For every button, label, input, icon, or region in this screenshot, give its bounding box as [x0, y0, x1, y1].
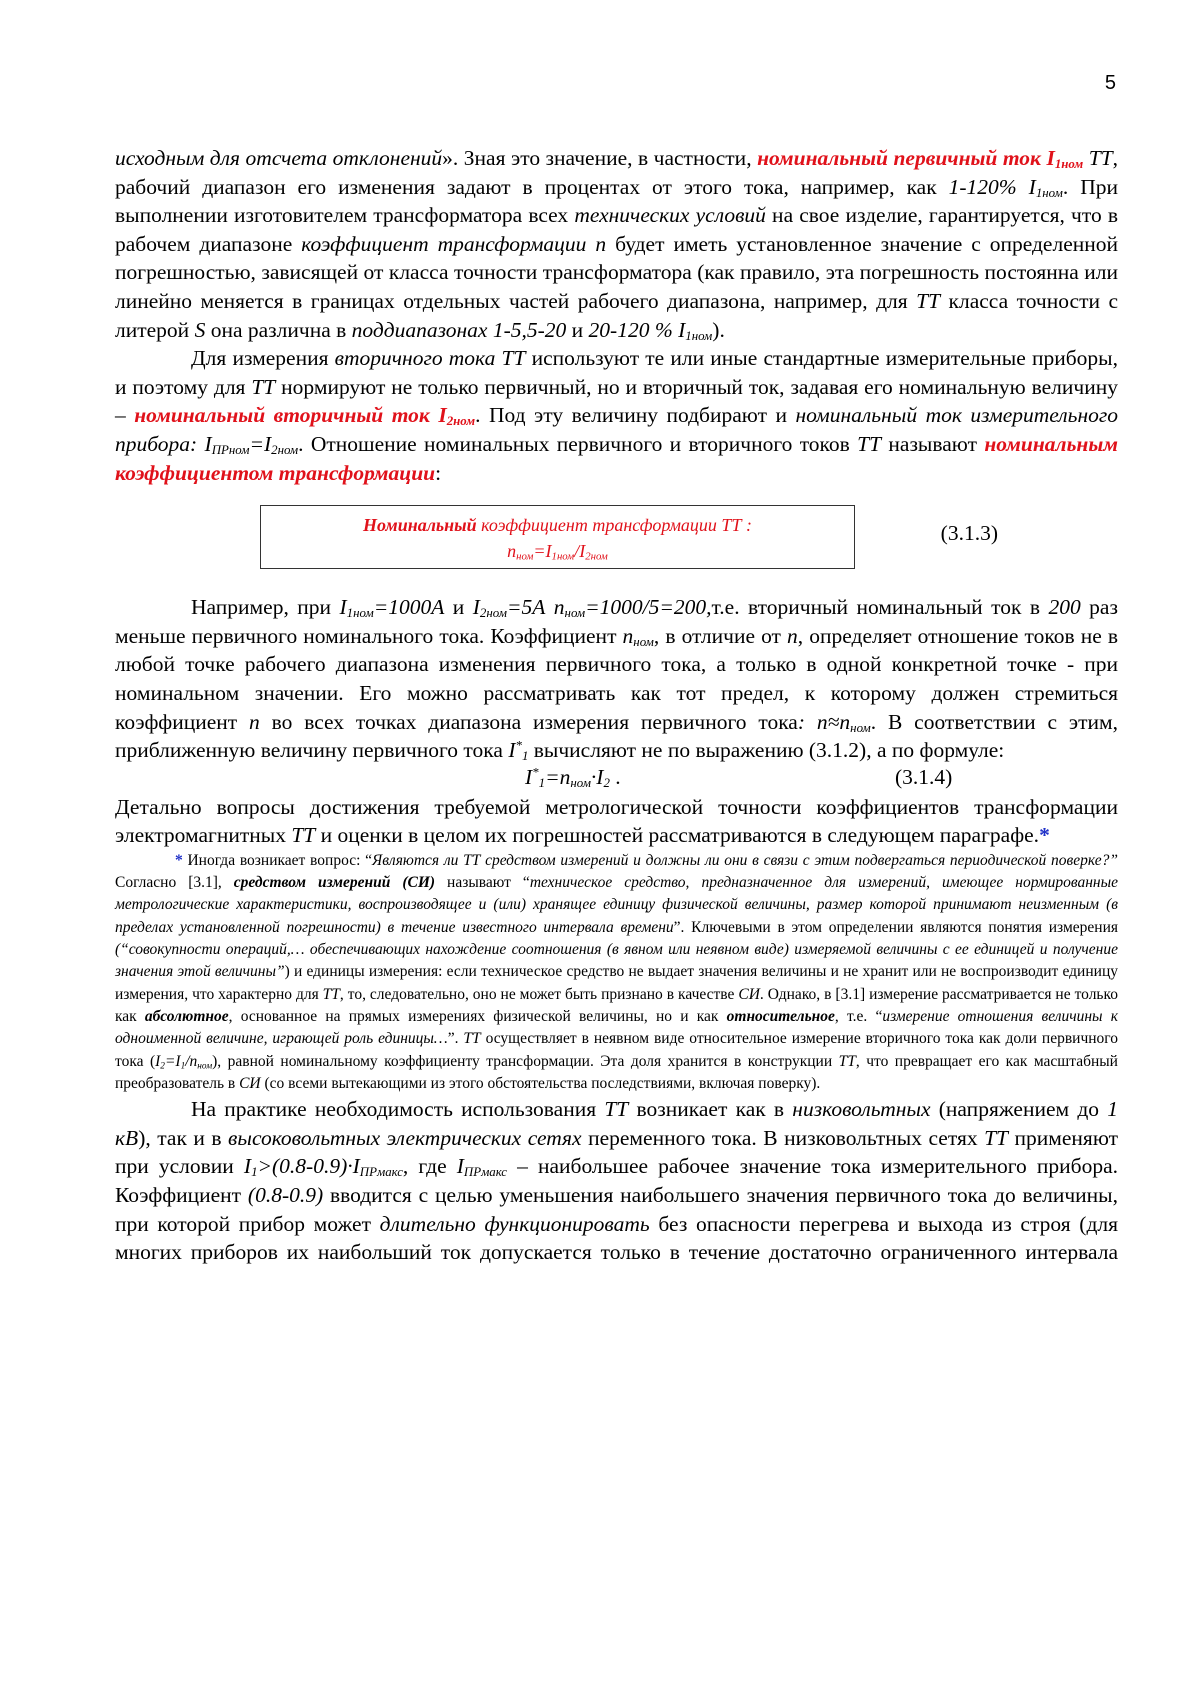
paragraph-4: Детально вопросы достижения требуемой метрологической точности коэффициентов трансформации электромагнитных ТТ и оценки в целом их погрешностей рассматриваются в следующем параграфе.*	[115, 794, 1118, 848]
equation-number: (3.1.3)	[940, 521, 998, 546]
equation-number: (3.1.4)	[895, 764, 953, 789]
paragraph-5: На практике необходимость использования ТТ возникает как в низковольтных (напряжением до 1 кВ), так и в высоковольтных электрических сетях переменного тока. В низковольтных сетях ТТ применяют при условии $I_1>(0.8-0.9)\cdot I_{ПРмакс}$, где $I_{ПРмакс}$ – наибольшее рабочее значение тока измерительного прибора. Коэффициент (0.8-0.9) вводится с целью уменьшения наибольшего значения первичного тока до величины, при которой прибор может длительно функционировать без опасности перегрева и выхода из строя (для многих приборов их наибольший ток допускается только в течение достаточно ограниченного интервала	[115, 1097, 1118, 1265]
footnote-text: * Иногда возникает вопрос: “Являются ли ТТ средством измерений и должны ли они в связи с этим подвергаться периодической поверке?” Согласно [3.1], средством измерений (СИ) называют “техническое средство, предназначенное для измерений, имеющее нормированные метрологические характеристики, воспроизводящее и (или) хранящее единицу физической величины, размер которой принимают неизменным (в пределах установленной погрешности) в течение известного интервала времени”. Ключевыми в этом определении являются понятия измерения (“совокупности операций,… обеспечивающих нахождение соотношения (в явном или неявном виде) измеряемой величины с ее единицей и получение значения этой величины”) и единицы измерения: если техническое средство не выдает значения величины и не хранит или не воспроизводит единицу измерения, что характерно для ТТ, то, следовательно, оно не может быть признано в качестве СИ. Однако, в [3.1] измерение рассматривается не только как абсолютное, основанное на прямых измерениях физической величины, но и как относительное, т.е. “измерение отношения величины к одноименной величине, играющей роль единицы…”. ТТ осуществляет в неявном виде относительное измерение вторичного тока как доли первичного тока $(I_2=I_1/n_{ном})$, равной номинальному коэффициенту трансформации. Эта доля хранится в конструкции ТТ, что превращает его как масштабный преобразователь в СИ (со всеми вытекающими из этого обстоятельства последствиями, включая поверку).	[115, 851, 1119, 1092]
formula-3-1-3	[115, 505, 1118, 571]
formula-box	[260, 505, 855, 569]
document-body	[115, 144, 1118, 1267]
footnote-marker[interactable]: *	[1039, 823, 1050, 848]
formula-expression: $I^*_1=n_{ном}\cdot I_2$ .	[525, 764, 621, 790]
paragraph-1: исходным для отсчета отклонений». Зная это значение, в частности, номинальный первичный ток $I_{1ном}$ ТТ, рабочий диапазон его изменения задают в процентах от этого тока, например, как 1-120% $I_{1ном}$. При выполнении изготовителем трансформатора всех технических условий на свое изделие, гарантируется, что в рабочем диапазоне коэффициент трансформации n будет иметь установленное значение с определенной погрешностью, зависящей от класса точности трансформатора (как правило, эта погрешность постоянна или линейно меняется в границах отдельных частей рабочего диапазона, например, для ТТ класса точности с литерой S она различна в поддиапазонах 1-5,5-20 и 20-120 % $I_{1ном}$).	[115, 146, 1119, 343]
page-number: 5	[1104, 72, 1116, 94]
formula-box-expression: $n_{ном}=I_{1ном}/I_{2ном}$	[507, 541, 608, 563]
paragraph-2: Для измерения вторичного тока ТТ используют те или иные стандартные измерительные приборы, и поэтому для ТТ нормируют не только первичный, но и вторичный ток, задавая его номинальную величину – номинальный вторичный ток $I_{2ном}$. Под эту величину подбирают и номинальный ток измерительного прибора: $I_{ПРном}=I_{2ном}$. Отношение номинальных первичного и вторичного токов ТТ называют номинальным коэффициентом трансформации:	[115, 346, 1118, 485]
paragraph-3: Например, при $I_{1ном}=1000А$ и $I_{2ном}=5А$ $n_{ном}=1000/5=200,т.е$. вторичный номинальный ток в 200 раз меньше первичного номинального тока. Коэффициент $n_{ном}$, в отличие от n, определяет отношение токов не в любой точке рабочего диапазона изменения первичного тока, а только в одной конкретной точке - при номинальном значении. Его можно рассматривать как тот предел, к которому должен стремиться коэффициент n во всех точках диапазона измерения первичного тока: $n\approx n_{ном}$. В соответствии с этим, приближенную величину первичного тока $I^*_1$ вычисляют не по выражению (3.1.2), а по формуле:	[115, 595, 1118, 764]
footnote	[115, 850, 1118, 1095]
formula-box-title: Номинальный коэффициент трансформации ТТ :	[363, 515, 752, 536]
formula-3-1-4	[115, 765, 1118, 793]
